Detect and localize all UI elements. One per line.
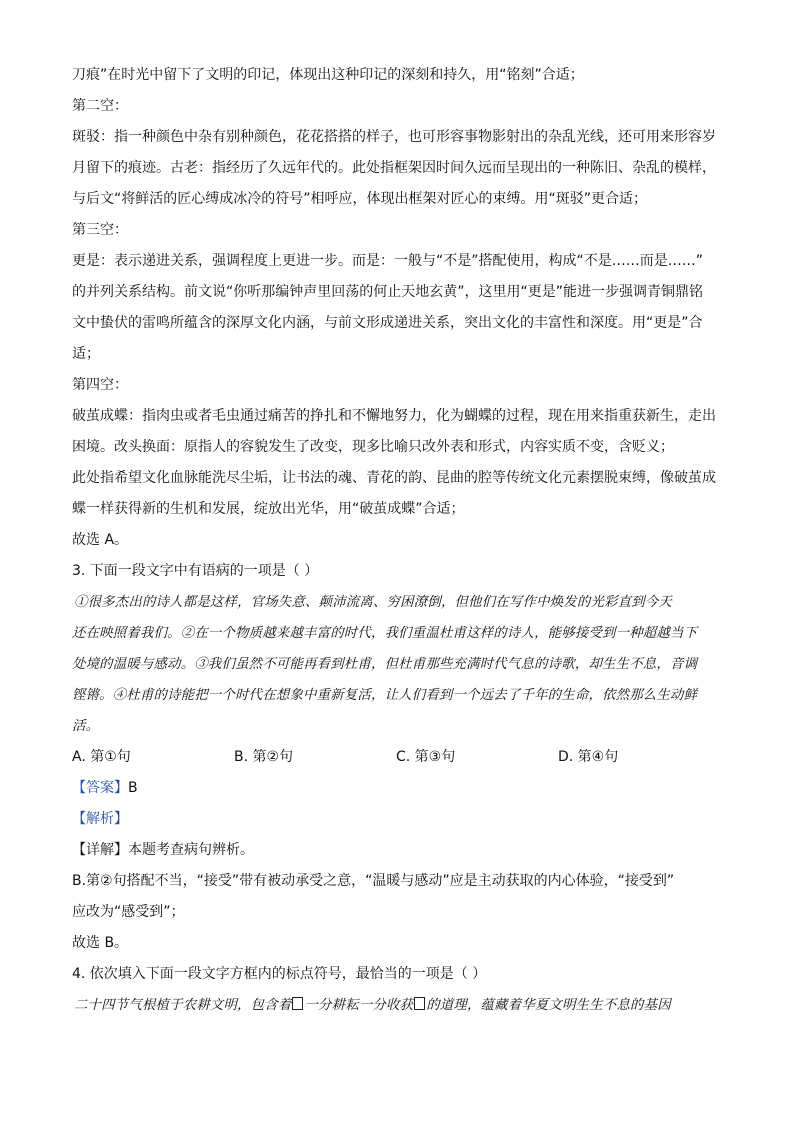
option-c: C. 第③句: [396, 749, 456, 765]
answer-options: [72, 742, 732, 773]
text-line: 第二空：: [72, 98, 128, 114]
text-line: 月留下的痕迹。古老：指经历了久远年代的。此处指框架因时间久远而呈现出的一种陈旧、杂乱的模样，: [72, 160, 716, 176]
text-line: 刀痕”在时光中留下了文明的印记，体现出这种印记的深刻和持久，用“铭刻”合适；: [72, 67, 584, 83]
passage-line: ①很多杰出的诗人都是这样，官场失意、颠沛流离、穷困潦倒，但他们在写作中焕发的光彩直到今天: [74, 595, 672, 610]
detail-line: [72, 835, 732, 866]
blank-box: [292, 997, 303, 1010]
question-passage: [72, 587, 732, 742]
analysis-line: [72, 804, 732, 835]
analysis-tag: 【解析】: [72, 811, 128, 827]
option-b: B. 第②句: [234, 749, 294, 765]
text-line: 第三空：: [72, 222, 128, 238]
detail-tag: 【详解】: [72, 842, 128, 858]
detail-text: 本题考查病句辨析。: [128, 842, 254, 858]
answer-line: [72, 773, 732, 804]
option-a: A. 第①句: [72, 749, 131, 765]
question-4: [72, 959, 732, 1021]
question-stem: 3. 下面一段文字中有语病的一项是（ ）: [72, 563, 319, 579]
passage-line: 铿锵。④杜甫的诗能把一个时代在想象中重新复活，让人们看到一个远去了千年的生命，依然那么生动鲜: [72, 688, 698, 703]
blank-box: [414, 997, 425, 1010]
text-line: 与后文“将鲜活的匠心缚成冰冷的符号”相呼应，体现出框架对匠心的束缚。用“斑驳”更合适；: [72, 191, 648, 207]
text-line: 第四空：: [72, 377, 128, 393]
passage-segment: 一分耕耘一分收获: [304, 998, 414, 1013]
text-line: 故选 A。: [72, 532, 129, 548]
answer-value: B: [128, 780, 138, 796]
passage-segment: 二十四节气根植于农耕文明，包含着: [74, 998, 292, 1013]
explanation-line: 应改为“感受到”；: [72, 904, 185, 920]
passage-segment: 的道理，蕴藏着华夏文明生生不息的基因: [426, 998, 671, 1013]
passage-line: 还在映照着我们。②在一个物质越来越丰富的时代，我们重温杜甫这样的诗人，能够接受到一种超越当下: [72, 626, 698, 641]
text-line: 破茧成蝶：指肉虫或者毛虫通过痛苦的挣扎和不懈地努力，化为蝴蝶的过程，现在用来指重获新生，走出: [72, 408, 716, 424]
explanation-line: B.第②句搭配不当，“接受”带有被动承受之意，“温暖与感动”应是主动获取的内心体验，“接受到”: [72, 873, 675, 889]
passage-line: [72, 990, 732, 1021]
text-line: 斑驳：指一种颜色中杂有别种颜色，花花搭搭的样子，也可形容事物影射出的杂乱光线，还可用来形容岁: [72, 129, 716, 145]
text-line: 文中蛰伏的雷鸣所蕴含的深厚文化内涵，与前文形成递进关系，突出文化的丰富性和深度。用“更是”合: [72, 315, 703, 331]
passage-line: 处境的温暖与感动。③我们虽然不可能再看到杜甫，但杜甫那些充满时代气息的诗歌，却生生不息，音调: [72, 657, 698, 672]
answer-tag: 【答案】: [72, 780, 128, 796]
text-line: 困境。改头换面：原指人的容貌发生了改变，现多比喻只改外表和形式，内容实质不变，含贬义；: [72, 439, 674, 455]
answer-analysis-section: [72, 60, 732, 556]
text-line: 此处指希望文化血脉能洗尽尘垢，让书法的魂、青花的韵、昆曲的腔等传统文化元素摆脱束缚，像破茧成: [72, 470, 716, 486]
conclusion-line: 故选 B。: [72, 935, 129, 951]
text-line: 适；: [72, 346, 100, 362]
text-line: 的并列关系结构。前文说“你听那编钟声里回荡的何止天地玄黄”，这里用“更是”能进一步强调青铜鼎铭: [72, 284, 704, 300]
option-d: D. 第④句: [558, 749, 619, 765]
passage-line: 活。: [72, 719, 100, 734]
document-content: [72, 60, 732, 1021]
question-passage: [72, 990, 732, 1021]
text-line: 更是：表示递进关系，强调程度上更进一步。而是：一般与“不是”搭配使用，构成“不是……而是……”: [72, 253, 704, 269]
question-3: [72, 556, 732, 959]
question-stem: 4. 依次填入下面一段文字方框内的标点符号，最恰当的一项是（ ）: [72, 966, 487, 982]
text-line: 蝶一样获得新的生机和发展，绽放出光华，用“破茧成蝶”合适；: [72, 501, 465, 517]
